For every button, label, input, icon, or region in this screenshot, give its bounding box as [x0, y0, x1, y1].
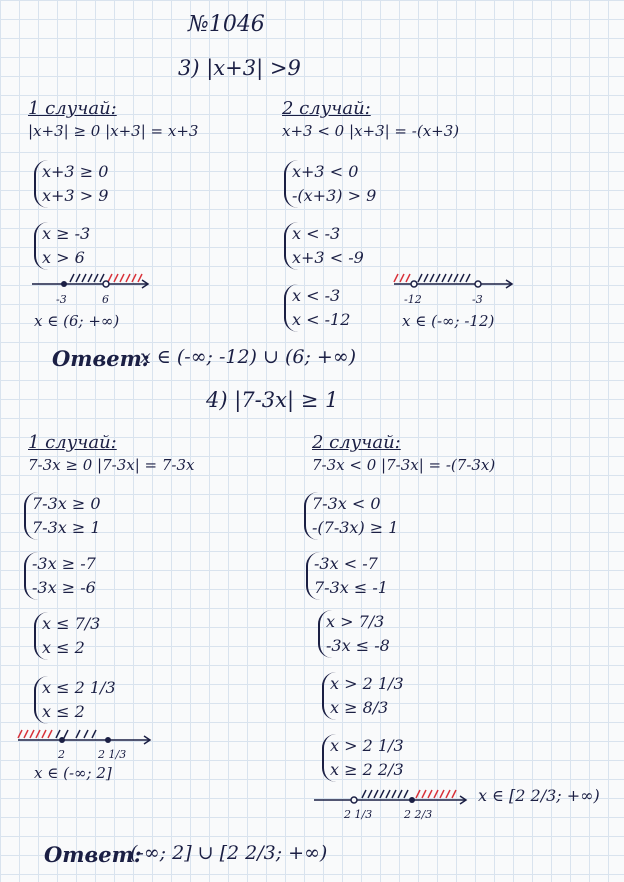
system-line: x < -3: [292, 286, 341, 305]
system-line: -(7-3x) ≥ 1: [312, 518, 399, 537]
p4-case2-label: 2 случай:: [312, 432, 401, 453]
system-line: 7-3x ≥ 0: [32, 494, 101, 513]
p4-answer-label: Ответ:: [44, 842, 142, 867]
tick-label: -3: [56, 293, 67, 306]
p4-case2-condition: 7-3x < 0 |7-3x| = -(7-3x): [312, 456, 496, 474]
p4-case1-result: x ∈ (-∞; 2]: [34, 764, 112, 782]
system-line: 7-3x ≥ 1: [32, 518, 101, 537]
system-line: x ≥ 8/3: [330, 698, 389, 717]
tick-label: 2 1/3: [344, 808, 373, 821]
p4-case1-system1: [24, 492, 101, 540]
p3-case1-system2: [34, 222, 90, 270]
system-line: x ≤ 2: [42, 702, 85, 721]
p4-case2-system4: [322, 672, 404, 720]
system-line: -(x+3) > 9: [292, 186, 377, 205]
system-line: x+3 < 0: [292, 162, 359, 181]
p4-case1-system2: [24, 552, 96, 600]
p3-case2-result: x ∈ (-∞; -12): [402, 312, 495, 330]
system-line: x+3 < -9: [292, 248, 364, 267]
system-line: x > 7/3: [326, 612, 385, 631]
p4-case1-system3: [34, 612, 100, 660]
system-line: x < -3: [292, 224, 341, 243]
p4-case2-system5: [322, 734, 404, 782]
problem-3-header: 3) |x+3| >9: [178, 56, 301, 80]
tick-label: -3: [472, 293, 483, 306]
system-line: x+3 > 9: [42, 186, 109, 205]
system-line: x < -12: [292, 310, 351, 329]
system-line: x > 6: [42, 248, 85, 267]
p4-case1-condition: 7-3x ≥ 0 |7-3x| = 7-3x: [28, 456, 195, 474]
p3-case1-number-line: [30, 270, 160, 296]
p4-case1-system4: [34, 676, 116, 724]
tick-label: -12: [404, 293, 422, 306]
system-line: x ≤ 2 1/3: [42, 678, 116, 697]
p3-case2-condition: x+3 < 0 |x+3| = -(x+3): [282, 122, 460, 140]
p4-case1-number-line: [16, 726, 156, 752]
p4-case2-number-line: [312, 788, 472, 810]
system-line: -3x < -7: [314, 554, 378, 573]
p4-case2-system3: [318, 610, 390, 658]
p4-case2-system1: [304, 492, 398, 540]
p4-case2-result: x ∈ [2 2/3; +∞): [478, 786, 600, 805]
tick-label: 2 2/3: [404, 808, 433, 821]
p3-case2-system2: [284, 222, 364, 270]
system-line: 7-3x ≤ -1: [314, 578, 388, 597]
p4-answer: (-∞; 2] ∪ [2 2/3; +∞): [130, 842, 328, 864]
p3-case2-system1: [284, 160, 376, 208]
problem-number: №1046: [188, 12, 265, 37]
system-line: x > 2 1/3: [330, 674, 404, 693]
p3-answer-label: Ответ:: [52, 346, 150, 371]
p3-case1-condition: |x+3| ≥ 0 |x+3| = x+3: [28, 122, 199, 140]
p3-case2-label: 2 случай:: [282, 98, 371, 119]
p3-answer: x ∈ (-∞; -12) ∪ (6; +∞): [140, 346, 357, 368]
system-line: -3x ≥ -6: [32, 578, 96, 597]
p3-case2-system3: [284, 284, 350, 332]
p4-case1-label: 1 случай:: [28, 432, 117, 453]
tick-label: 6: [102, 293, 109, 306]
system-line: x ≥ -3: [42, 224, 91, 243]
p4-case2-system2: [306, 552, 388, 600]
system-line: x ≤ 2: [42, 638, 85, 657]
system-line: -3x ≤ -8: [326, 636, 390, 655]
tick-label: 2: [58, 748, 65, 761]
system-line: 7-3x < 0: [312, 494, 381, 513]
problem-4-header: 4) |7-3x| ≥ 1: [206, 388, 339, 412]
system-line: x > 2 1/3: [330, 736, 404, 755]
system-line: x ≤ 7/3: [42, 614, 101, 633]
system-line: x+3 ≥ 0: [42, 162, 109, 181]
tick-label: 2 1/3: [98, 748, 127, 761]
p3-case1-label: 1 случай:: [28, 98, 117, 119]
system-line: -3x ≥ -7: [32, 554, 96, 573]
system-line: x ≥ 2 2/3: [330, 760, 404, 779]
p3-case1-system1: [34, 160, 108, 208]
p3-case1-result: x ∈ (6; +∞): [34, 312, 120, 330]
